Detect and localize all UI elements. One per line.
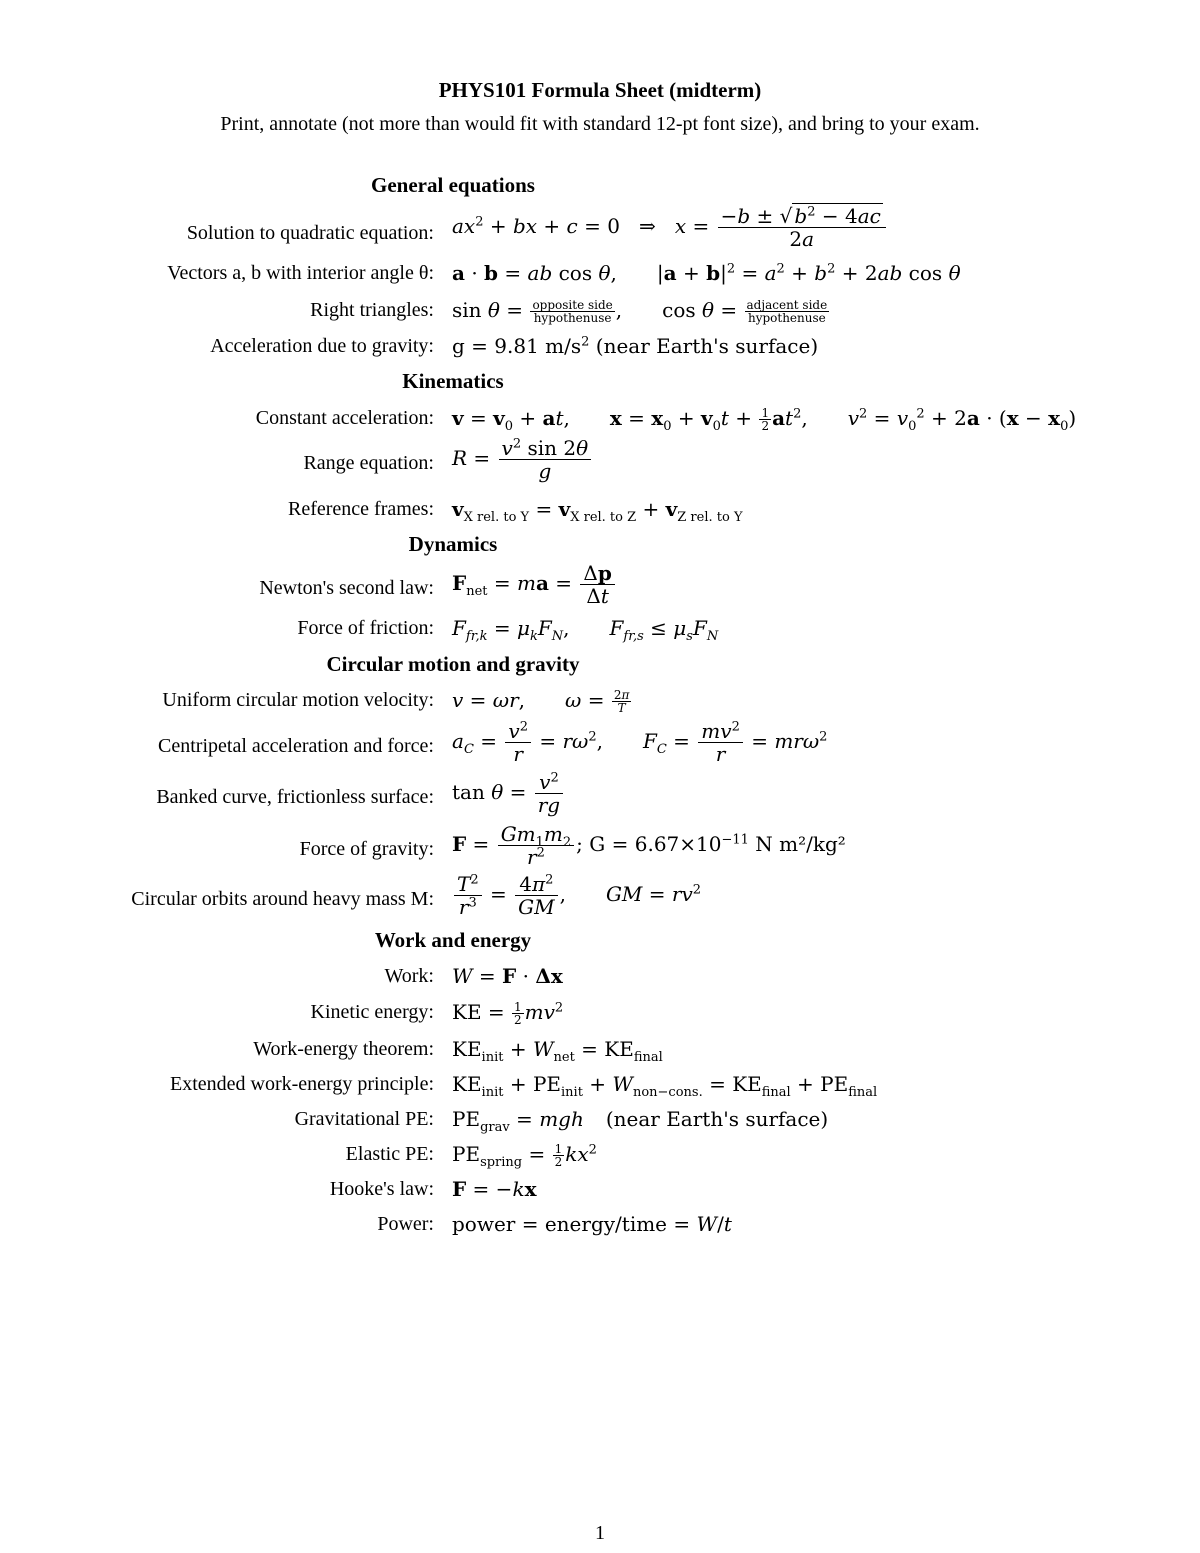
work-label: Work:	[384, 965, 434, 987]
kinetic-equation: KE = $\frac{1}{2}$ $mv^2$	[452, 1000, 564, 1027]
opposite-side-text: opposite side	[532, 298, 613, 312]
G-units: N m²/kg²	[755, 832, 846, 856]
orbits-label: Circular orbits around heavy mass M:	[131, 888, 434, 910]
triangles-label: Right triangles:	[310, 299, 434, 321]
kinetic-label: Kinetic energy:	[310, 1001, 434, 1023]
power-label: Power:	[377, 1213, 434, 1235]
near-earth-note: (near Earth's surface)	[595, 334, 819, 358]
elastic-pe-label: Elastic PE:	[345, 1143, 434, 1165]
section-heading-kinematics: Kinematics	[402, 369, 504, 393]
work-energy-equation: $KE_{init} + W_{net} = KE_{final}$	[452, 1037, 663, 1065]
banked-equation: tan θ = $\frac{v^2}{rg}$	[452, 771, 565, 816]
extended-label: Extended work-energy principle:	[170, 1073, 434, 1095]
section-heading-circular: Circular motion and gravity	[326, 652, 580, 676]
const-acc-label: Constant acceleration:	[255, 407, 434, 429]
g-value: g = 9.81 m/s	[452, 334, 582, 358]
centripetal-equation: $a_C$ = $\frac{v^2}{r}$ = $r\omega^2$, $F_C$ = $\frac{mv^2}{r}$ = mrω$^2$	[452, 719, 828, 766]
quadratic-label: Solution to quadratic equation:	[186, 222, 434, 244]
quadratic-equation: $ax^2$ + bx + c = 0 ⇒ x = $\frac{-b \pm √ b^2 - 4ac}{2a}$	[452, 205, 888, 250]
hypotenuse-text: hypothenuse	[747, 311, 826, 325]
hypotenuse-text: hypothenuse	[533, 311, 612, 325]
gravity-acc-equation: g = 9.81 $m/s^2$ (near Earth's surface)	[452, 334, 819, 358]
grav-pe-equation: $PE_{grav}$ = mgh (near Earth's surface)	[452, 1107, 829, 1135]
vectors-label: Vectors a, b with interior angle θ:	[167, 262, 434, 284]
friction-equation: $F_{fr,k} = \mu_kF_N$, $F_{fr,s} \le \mu_sF_N$	[452, 616, 719, 644]
friction-label: Force of friction:	[297, 617, 434, 639]
section-heading-work: Work and energy	[374, 928, 532, 952]
ucm-velocity-equation: v = ωr, ω = $\frac{2\pi}{T}$	[452, 688, 630, 715]
ucm-velocity-label: Uniform circular motion velocity:	[162, 689, 434, 711]
frames-equation: $v_{X rel. to Y} = v_{X rel. to Z} + v_{Z rel. to Y}$	[452, 497, 743, 525]
grav-pe-label: Gravitational PE:	[294, 1108, 434, 1130]
extended-equation: $KE_{init} + PE_{init} + W_{non-cons.} = KE_{final} + PE_{final}$	[452, 1072, 878, 1100]
power-text: power = energy/time =	[452, 1212, 697, 1236]
page-number: 1	[595, 1522, 605, 1544]
work-energy-label: Work-energy theorem:	[253, 1038, 434, 1060]
orbits-equation: $\frac{T^2}{r^3}$ = $\frac{4\pi^2}{GM}$ , GM = $rv^2$	[452, 873, 701, 918]
gravity-acc-label: Acceleration due to gravity:	[210, 335, 434, 357]
range-equation: R = $\frac{v^2 \sin 2\theta}{g}$	[452, 437, 593, 482]
newton-equation: $F_{net}$ = ma = $\frac{\Delta p}{\Delta t}$	[452, 562, 617, 607]
frames-label: Reference frames:	[287, 498, 434, 520]
power-equation: power = energy/time = W/t	[452, 1212, 732, 1236]
newton-label: Newton's second law:	[259, 577, 434, 599]
page-title: PHYS101 Formula Sheet (midterm)	[438, 78, 762, 102]
range-label: Range equation:	[303, 452, 434, 474]
triangles-equation: sin θ = $\frac{\text{opposite side}}{\text{hypothenuse}}$ , cos θ = $\frac{\text{adjacent side}}{\text{hypothenuse}}$	[452, 298, 828, 325]
work-equation: W = F · Δx	[452, 964, 563, 988]
banked-label: Banked curve, frictionless surface:	[156, 786, 434, 808]
hooke-equation: F = −kx	[452, 1177, 537, 1201]
hooke-label: Hooke's law:	[329, 1178, 434, 1200]
near-earth-note-2: (near Earth's surface)	[605, 1107, 829, 1131]
grav-force-label: Force of gravity:	[299, 838, 434, 860]
elastic-pe-equation: $PE_{spring}$ = $\frac{1}{2}$ $kx^2$	[452, 1142, 597, 1170]
G-value: G = 6.67×10	[589, 832, 722, 856]
section-heading-dynamics: Dynamics	[408, 532, 498, 556]
section-heading-general: General equations	[371, 173, 535, 197]
grav-force-equation: F = $\frac{Gm_1m_2}{r^2}$ ; $G = 6.67\times 10^{-11}$ N m²/kg²	[452, 822, 846, 869]
const-acc-equation: $v = v_0$ + at, $x = x_0 + v_0t$ + $\frac{1}{2}$ $at^2$, $v^2 = v_0^2 + 2a \cdot (x - x_0)$	[452, 406, 1077, 434]
adjacent-side-text: adjacent side	[746, 298, 828, 312]
vectors-equation: a · b = ab cos θ, $|a + b|^2 = a^2 + b^2 + 2ab$ cos θ	[452, 261, 961, 285]
centripetal-label: Centripetal acceleration and force:	[158, 735, 434, 757]
G-exponent: −11	[721, 832, 749, 848]
page-subtitle: Print, annotate (not more than would fit with standard 12-pt font size), and bring to your exam.	[220, 113, 980, 135]
